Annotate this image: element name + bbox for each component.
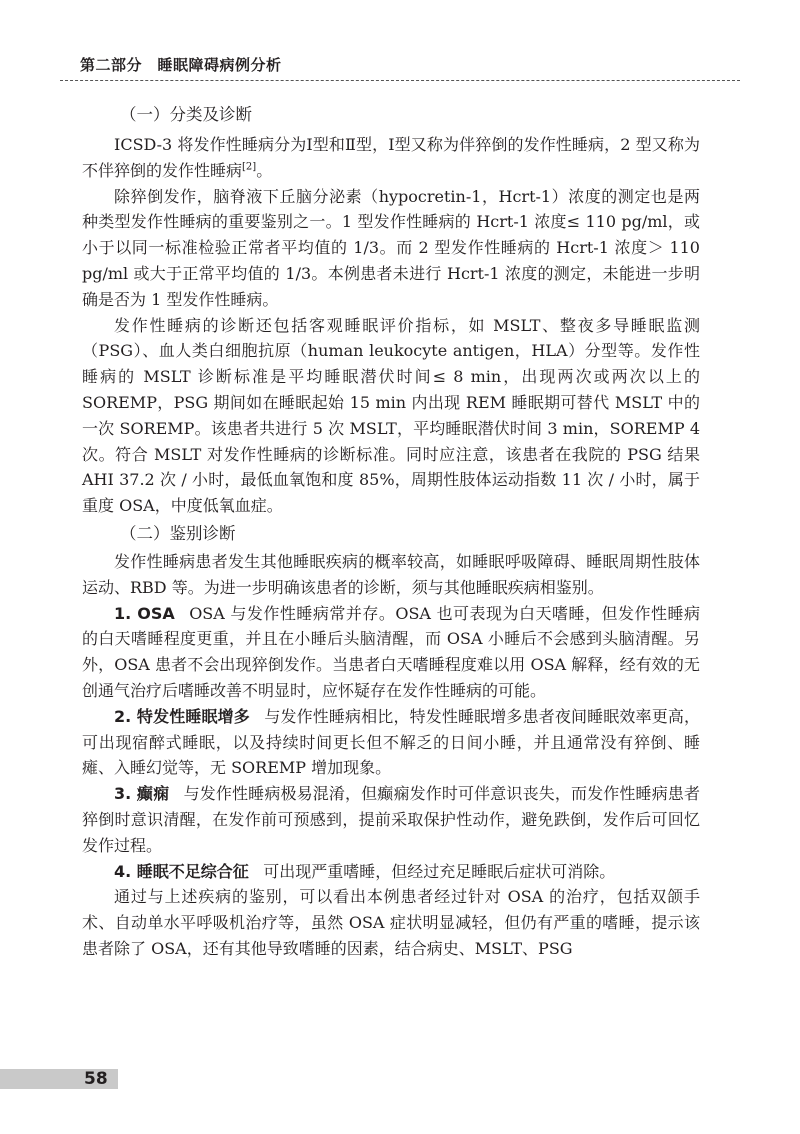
list-item [82,601,700,704]
item-lead: 3. 癫痫 [114,784,170,804]
page-body [82,100,700,962]
running-header [60,50,740,78]
paragraph-text: ICSD-3 将发作性睡病分为Ⅰ型和Ⅱ型，Ⅰ型又称为伴猝倒的发作性睡病，2 型又称为不伴猝倒的发作性睡病 [82,135,700,180]
item-text: 可出现严重嗜睡，但经过充足睡眠后症状可消除。 [263,861,616,881]
paragraph: 通过与上述疾病的鉴别，可以看出本例患者经过针对 OSA 的治疗，包括双颌手术、自动单水平呼吸机治疗等，虽然 OSA 症状明显减轻，但仍有严重的嗜睡，提示该患者除了 OSA，还有其他导致嗜睡的因素，结合病史、MSLT、PSG [82,887,700,958]
citation-ref: [2] [242,161,257,173]
paragraph: 发作性睡病的诊断还包括客观睡眠评价指标，如 MSLT、整夜多导睡眠监测（PSG）、血人类白细胞抗原（human leukocyte antigen，HLA）分型等。发作性睡病的 MSLT 诊断标准是平均睡眠潜伏时间≤ 8 min，出现两次或两次以上的 SOREMP，PSG 期间如在睡眠起始 15 min 内出现 REM 睡眠期可替代 MSLT 中的一次 SOREMP。该患者共进行 5 次 MSLT，平均睡眠潜伏时间 3 min，SOREMP 4 次。符合 MSLT 对发作性睡病的诊断标准。同时应注意，该患者在我院的 PSG 结果 AHI 37.2 次 / 小时，最低血氧饱和度 85%，周期性肢体运动指数 11 次 / 小时，属于重度 OSA，中度低氧血症。 [82,315,700,516]
item-text: OSA 与发作性睡病常并存。OSA 也可表现为白天嗜睡，但发作性睡病的白天嗜睡程度更重，并且在小睡后头脑清醒，而 OSA 小睡后不会感到头脑清醒。另外，OSA 患者不会出现猝倒发作。当患者白天嗜睡程度难以用 OSA 解释，经有效的无创通气治疗后嗜睡改善不明显时，应怀疑存在发作性睡病的可能。 [82,603,700,700]
item-text: 与发作性睡病极易混淆，但癫痫发作时可伴意识丧失，而发作性睡病患者猝倒时意识清醒，在发作前可预感到，提前采取保护性动作，避免跌倒，发作后可回忆发作过程。 [82,784,700,855]
page-number: 58 [84,1069,108,1089]
list-item [82,781,700,858]
header-divider [60,80,740,81]
section-heading-differential: （二）鉴别诊断 [119,523,236,543]
item-lead: 1. OSA [114,603,175,623]
item-lead: 2. 特发性睡眠增多 [114,706,250,726]
section-heading-classification: （一）分类及诊断 [119,105,252,124]
paragraph-text: 。 [256,160,273,180]
part-title: 第二部分 睡眠障碍病例分析 [80,56,282,74]
paragraph: 发作性睡病患者发生其他睡眠疾病的概率较高，如睡眠呼吸障碍、睡眠周期性肢体运动、RBD 等。为进一步明确该患者的诊断，须与其他睡眠疾病相鉴别。 [82,551,700,597]
list-item [82,859,700,885]
list-item [82,704,700,781]
paragraph: 除猝倒发作，脑脊液下丘脑分泌素（hypocretin-1，Hcrt-1）浓度的测定也是两种类型发作性睡病的重要鉴别之一。1 型发作性睡病的 Hcrt-1 浓度≤ 110 pg/ml，或小于以同一标准检验正常者平均值的 1/3。而 2 型发作性睡病的 Hcrt-1 浓度＞ 110 pg/ml 或大于正常平均值的 1/3。本例患者未进行 Hcrt-1 浓度的测定，未能进一步明确是否为 1 型发作性睡病。 [82,186,700,309]
item-lead: 4. 睡眠不足综合征 [114,861,249,881]
item-text: 与发作性睡病相比，特发性睡眠增多患者夜间睡眠效率更高，可出现宿醉式睡眠，以及持续时间更长但不解乏的日间小睡，并且通常没有猝倒、睡瘫、入睡幻觉等，无 SOREMP 增加现象。 [82,706,700,778]
paragraph [82,132,700,184]
